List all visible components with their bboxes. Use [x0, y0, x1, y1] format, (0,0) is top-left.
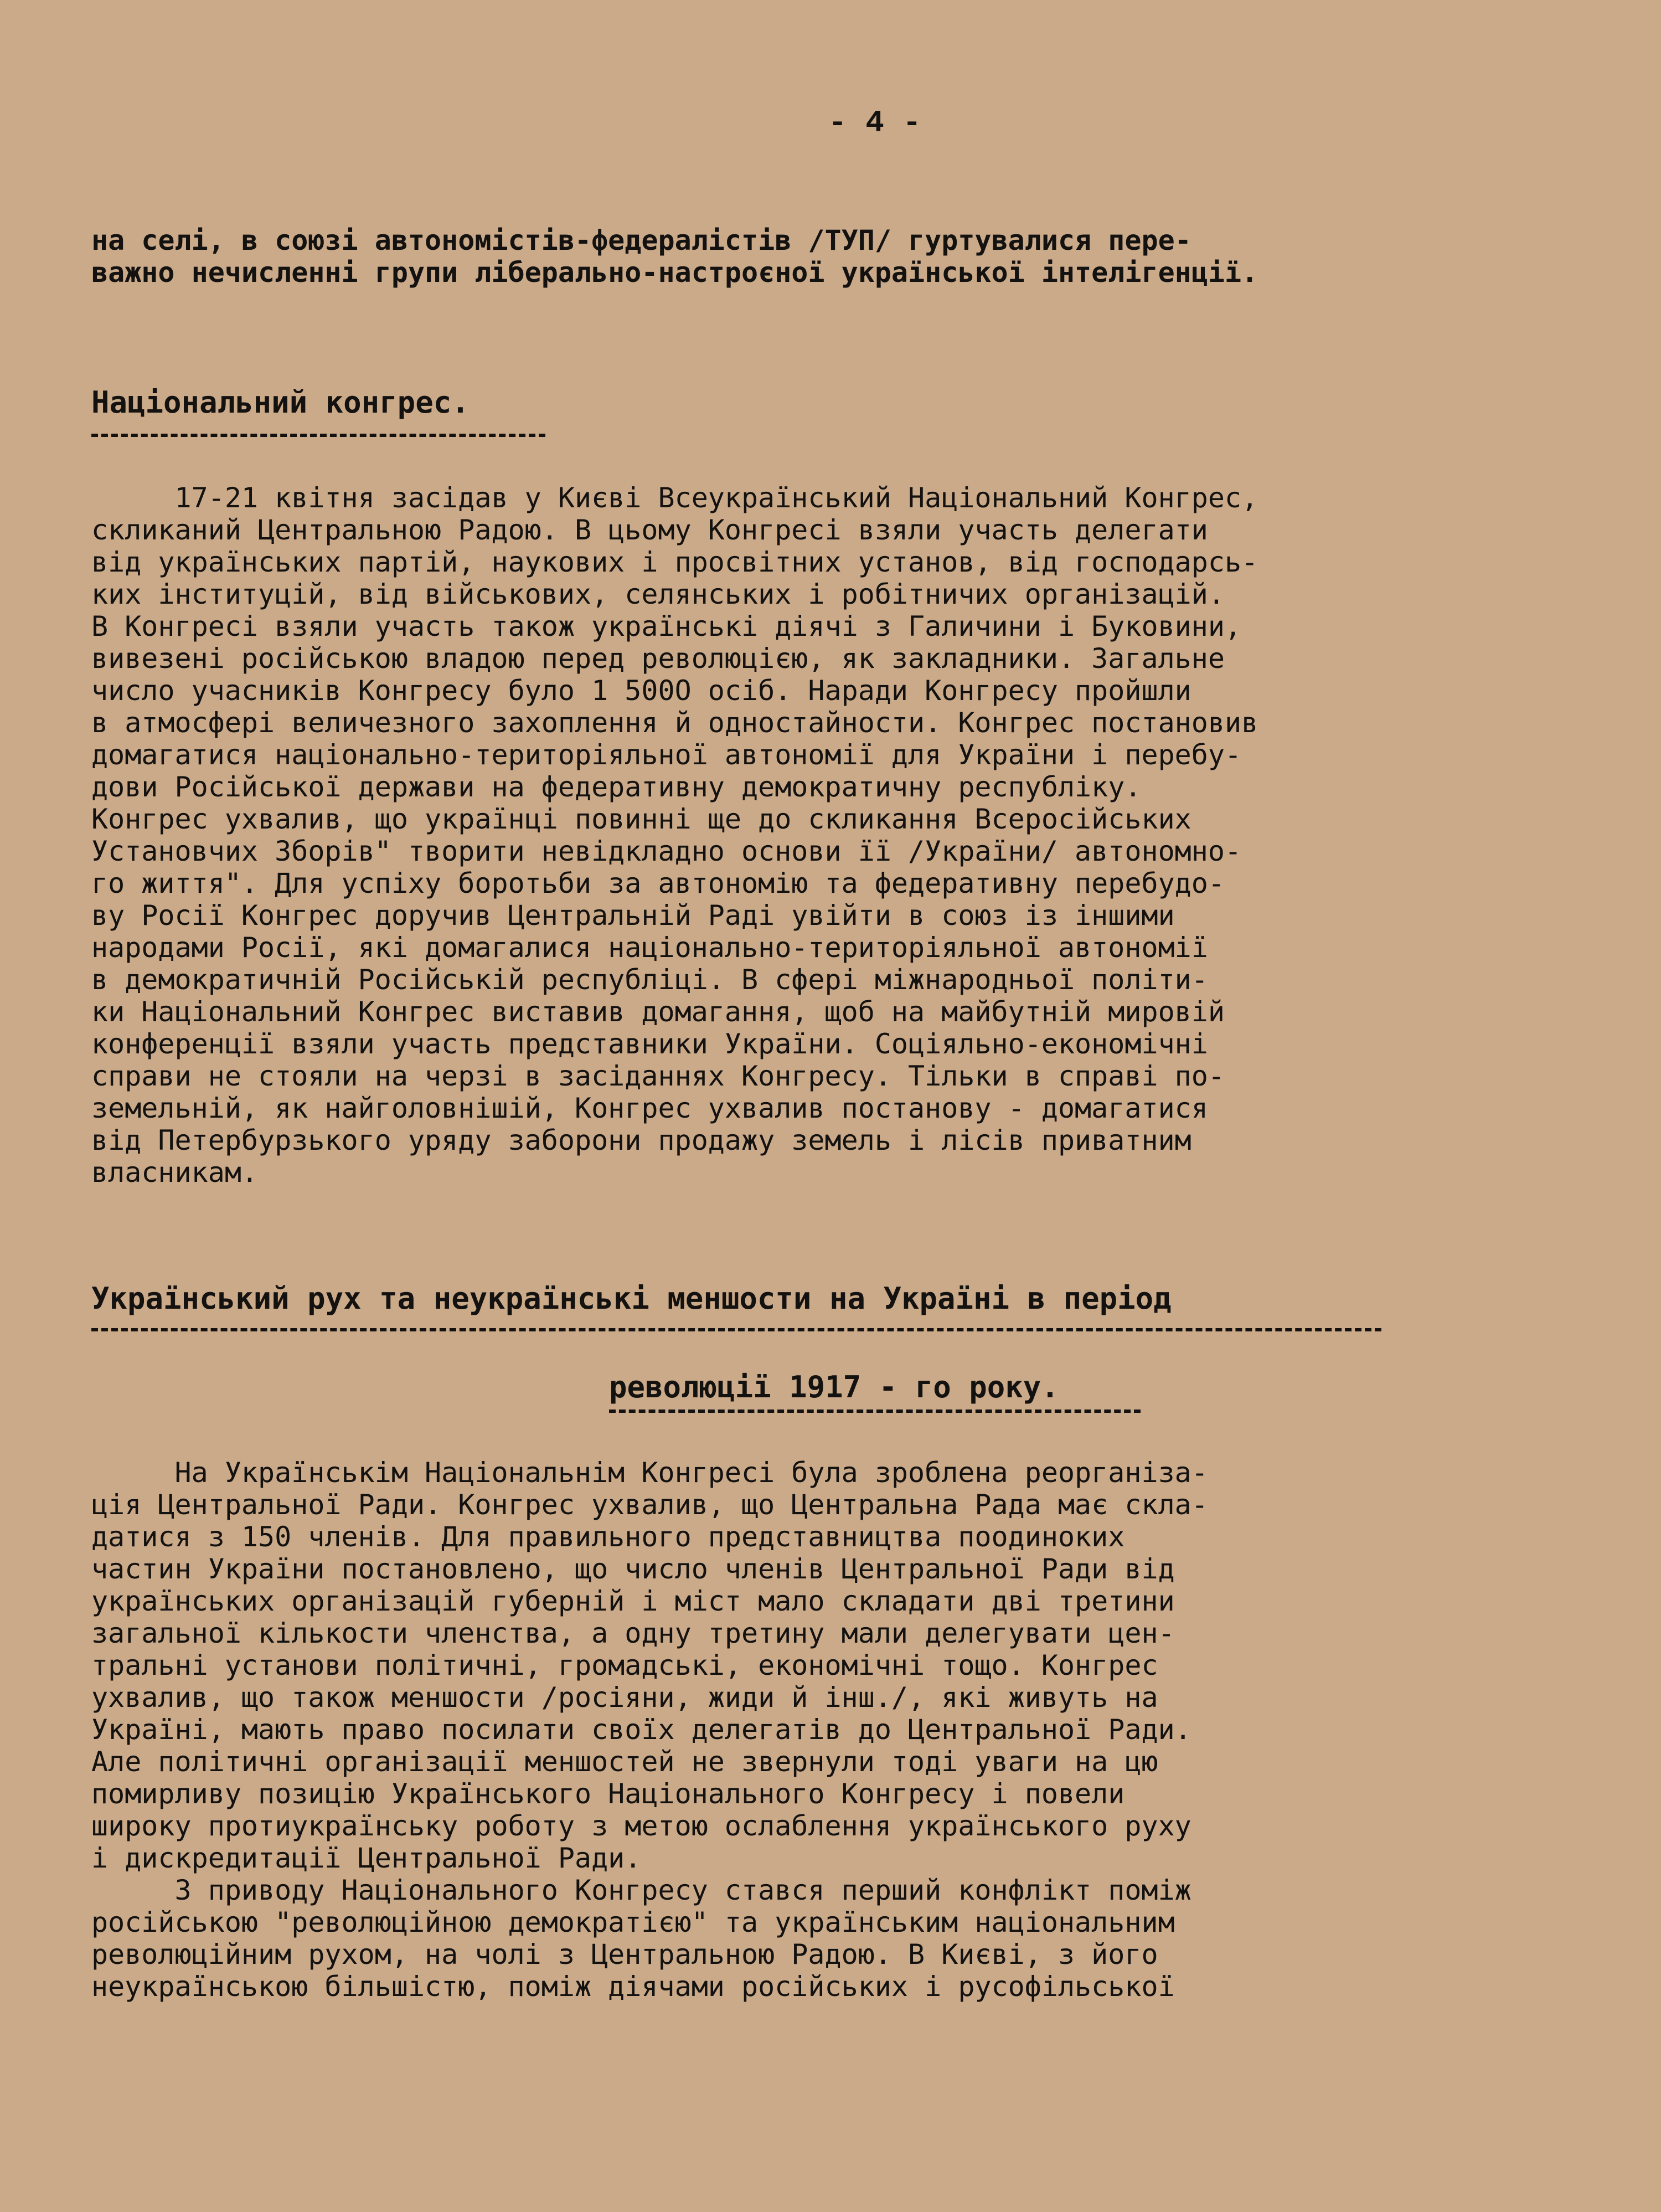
section-2-body-line: загальної кількости членства, а одну третину мали делегувати цен-	[91, 1617, 1175, 1649]
section-1-body-line: число учасників Конгресу було 1 500О осіб. Наради Конгресу пройшли	[91, 675, 1191, 707]
section-1-body-line: го життя". Для успіху боротьби за автономію та федеративну перебудо-	[91, 867, 1225, 899]
section-1-body-line: конференції взяли участь представники України. Соціяльно-економічні	[91, 1028, 1208, 1060]
section-1-body-line: ких інституцій, від військових, селянських і робітничих організацій.	[91, 578, 1225, 610]
page-number: - 4 -	[828, 105, 922, 141]
section-2-body-line: тральні установи політичні, громадські, економічні тощо. Конгрес	[91, 1649, 1158, 1681]
section-1-body	[91, 482, 1608, 1189]
section-1-body-line: власникам.	[91, 1156, 259, 1189]
section-1-body-line: в демократичній Російській республіці. В сфері міжнародньої політи-	[91, 964, 1208, 996]
section-1-body-line: Установчих Зборів" творити невідкладно основи її /України/ автономно-	[91, 835, 1242, 867]
section-2-body-line: датися з 150 членів. Для правильного представництва поодиноких	[91, 1521, 1125, 1553]
section-2-body-line: широку протиукраїнську роботу з метою ослаблення українського руху	[91, 1810, 1191, 1842]
section-1-heading: Національний конгрес.	[91, 385, 470, 420]
section-1-body-line: ки Національний Конгрес виставив домагання, щоб на майбутній мировій	[91, 996, 1225, 1028]
section-2-body-line: помирливу позицію Українського Національного Конгресу і повели	[91, 1778, 1125, 1810]
section-1-body-line: від українських партій, наукових і просвітних установ, від господарсь-	[91, 546, 1258, 578]
section-2-heading-line-2: революції 1917 - го року.	[609, 1370, 1059, 1405]
section-1-body-line: В Конгресі взяли участь також українські діячі з Галичини і Буковини,	[91, 610, 1242, 642]
section-1-heading-underline	[91, 434, 545, 437]
intro-paragraph-line: важно нечисленні групи ліберально-настроєної української інтелігенції.	[91, 256, 1258, 289]
intro-paragraph-line: на селі, в союзі автономістів-федералістів /ТУП/ гуртувалися пере-	[91, 224, 1191, 256]
section-1-body-line: земельній, як найголовнішій, Конгрес ухвалив постанову - домагатися	[91, 1092, 1208, 1124]
section-2-body-line: ухвалив, що також меншости /росіяни, жиди й інш./, які живуть на	[91, 1681, 1158, 1714]
section-2-body-line: На Українськім Національнім Конгресі була зроблена реорганіза-	[91, 1457, 1208, 1489]
section-1-body-line: дови Російської держави на федеративну демократичну республіку.	[91, 771, 1142, 803]
section-1-body-line: в атмосфері величезного захоплення й одностайности. Конгрес постановив	[91, 707, 1258, 739]
intro-paragraph	[91, 224, 1608, 289]
section-1-body-line: Конгрес ухвалив, що українці повинні ще до скликання Всеросійських	[91, 803, 1191, 835]
section-2-heading-underline-2	[609, 1409, 1141, 1413]
section-2-body-line: українських організацій губерній і міст мало складати дві третини	[91, 1585, 1175, 1617]
section-1-body-line: домагатися національно-територіяльної автономії для України і перебу-	[91, 739, 1242, 771]
section-1-body-line: від Петербурзького уряду заборони продажу земель і лісів приватним	[91, 1124, 1191, 1156]
section-2-body-line: Україні, мають право посилати своїх делегатів до Центральної Ради.	[91, 1714, 1191, 1746]
section-2-body-line: Але політичні організації меншостей не звернули тоді уваги на цю	[91, 1746, 1158, 1778]
section-2-body-line: і дискредитації Центральної Ради.	[91, 1842, 642, 1874]
section-2-body-line: частин України постановлено, що число членів Центральної Ради від	[91, 1553, 1175, 1585]
section-1-body-line: справи не стояли на черзі в засіданнях Конгресу. Тільки в справі по-	[91, 1060, 1225, 1092]
section-1-body-line: ву Росії Конгрес доручив Центральній Раді увійти в союз із іншими	[91, 899, 1175, 932]
section-2-body	[91, 1457, 1608, 2003]
section-2-heading-underline-1	[91, 1328, 1381, 1331]
section-1-body-line: народами Росії, які домагалися національно-територіяльної автономії	[91, 932, 1208, 964]
section-2-heading-line-1: Український рух та неукраїнські меншости на Україні в період	[91, 1281, 1172, 1316]
section-2-body-line: революційним рухом, на чолі з Центральною Радою. В Києві, з його	[91, 1938, 1158, 1971]
section-1-body-line: вивезені російською владою перед революцією, як закладники. Загальне	[91, 642, 1225, 675]
section-2-body-line: З приводу Національного Конгресу стався перший конфлікт поміж	[91, 1874, 1191, 1906]
section-1-body-line: скликаний Центральною Радою. В цьому Конгресі взяли участь делегати	[91, 514, 1208, 546]
section-2-body-line: російською "революційною демократією" та українським національним	[91, 1906, 1175, 1938]
section-1-body-line: 17-21 квітня засідав у Києві Всеукраїнський Національний Конгрес,	[91, 482, 1258, 514]
section-2-body-line: ція Центральної Ради. Конгрес ухвалив, що Центральна Рада має скла-	[91, 1489, 1208, 1521]
section-2-body-line: неукраїнською більшістю, поміж діячами російських і русофільської	[91, 1971, 1175, 2003]
